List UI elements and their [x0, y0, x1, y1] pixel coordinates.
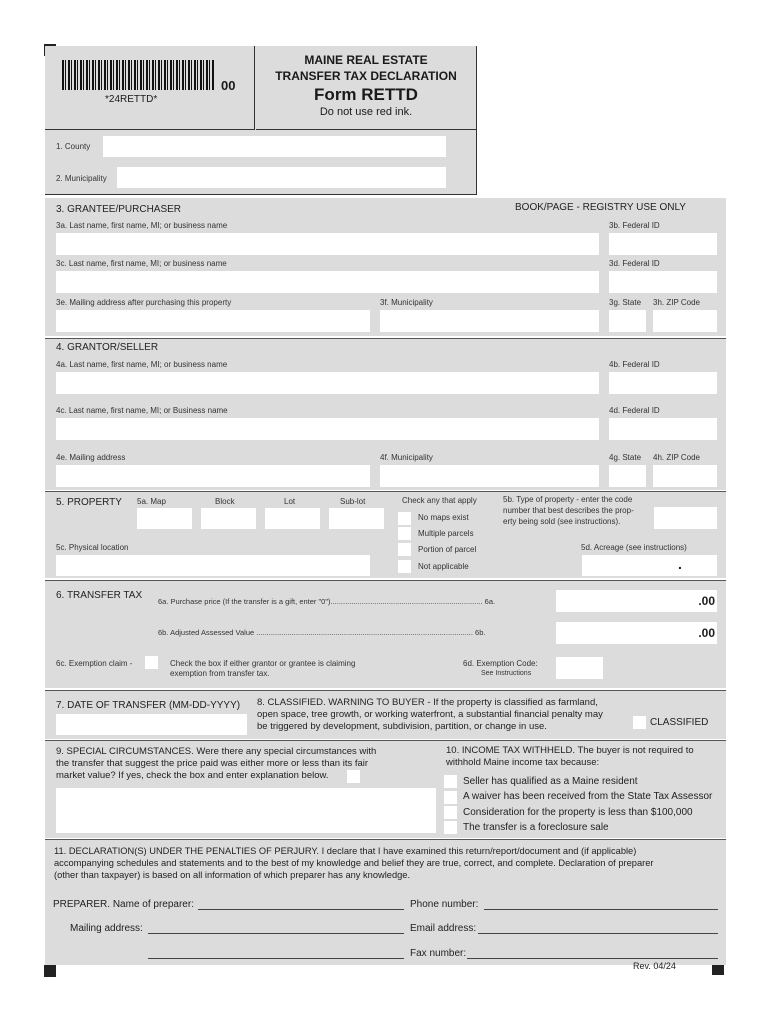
seller-resident-label: Seller has qualified as a Maine resident [463, 776, 638, 787]
grantor-mail-label: 4e. Mailing address [56, 453, 126, 462]
special-line-1: 9. SPECIAL CIRCUMSTANCES. Were there any special circumstances with [56, 746, 377, 757]
fax-input[interactable] [467, 958, 718, 959]
income-line-1: 10. INCOME TAX WITHHELD. The buyer is not required to [446, 745, 694, 756]
barcode-image [62, 60, 214, 90]
portion-parcel-checkbox[interactable] [398, 543, 411, 556]
grantee-muni-label: 3f. Municipality [380, 298, 433, 307]
purchase-price-cents: .00 [698, 594, 715, 608]
multiple-parcels-checkbox[interactable] [398, 527, 411, 540]
grantee-name-a-input[interactable] [56, 233, 599, 255]
grantee-mail-input[interactable] [56, 310, 370, 332]
multiple-parcels-label: Multiple parcels [418, 529, 474, 538]
date-transfer-label: 7. DATE OF TRANSFER (MM-DD-YYYY) [56, 700, 241, 711]
grantor-zip-input[interactable] [653, 465, 717, 487]
form-title-line2: TRANSFER TAX DECLARATION [275, 69, 457, 83]
grantee-fed-d-label: 3d. Federal ID [609, 259, 660, 268]
not-applicable-checkbox[interactable] [398, 560, 411, 573]
grantee-muni-input[interactable] [380, 310, 599, 332]
map-label: 5a. Map [137, 497, 166, 506]
exemption-code-input[interactable] [556, 657, 603, 679]
municipality-input[interactable] [117, 167, 446, 188]
grantee-name-a-label: 3a. Last name, first name, MI; or business name [56, 221, 228, 230]
classified-label: CLASSIFIED [650, 717, 709, 728]
grantor-state-label: 4g. State [609, 453, 642, 462]
not-applicable-label: Not applicable [418, 562, 469, 571]
grantor-state-input[interactable] [609, 465, 646, 487]
type-label-2: number that best describes the prop- [503, 506, 634, 515]
grantor-zip-label: 4h. ZIP Code [653, 453, 700, 462]
classified-line-1: 8. CLASSIFIED. WARNING TO BUYER - If the property is classified as farmland, [257, 697, 598, 708]
form-title-block [256, 46, 476, 130]
special-circumstances-checkbox[interactable] [347, 770, 360, 783]
exemption-claim-checkbox[interactable] [145, 656, 158, 669]
barcode-code: 00 [221, 78, 236, 93]
consideration-checkbox[interactable] [444, 806, 457, 819]
grantee-title: 3. GRANTEE/PURCHASER [56, 204, 182, 215]
block-input[interactable] [201, 508, 256, 529]
check-any-label: Check any that apply [402, 496, 477, 505]
phone-label: Phone number: [410, 899, 479, 910]
grantor-fed-b-label: 4b. Federal ID [609, 360, 660, 369]
classified-line-3: be triggered by development, subdivision, partition, or change in use. [257, 721, 547, 732]
portion-parcel-label: Portion of parcel [418, 545, 477, 554]
county-input[interactable] [103, 136, 446, 157]
email-input[interactable] [478, 933, 718, 934]
classified-checkbox[interactable] [633, 716, 646, 729]
grantee-fed-d-input[interactable] [609, 271, 717, 293]
grantor-muni-input[interactable] [380, 465, 599, 487]
seller-resident-checkbox[interactable] [444, 775, 457, 788]
ink-note: Do not use red ink. [319, 106, 413, 118]
exemption-desc-2: exemption from transfer tax. [170, 669, 270, 678]
fax-label: Fax number: [410, 948, 467, 959]
adjusted-value-label: 6b. Adjusted Assessed Value ........................................................................................................ 6b. [158, 628, 486, 637]
exemption-claim-label: 6c. Exemption claim - [56, 659, 133, 668]
grantor-name-c-label: 4c. Last name, first name, MI; or Business name [56, 406, 228, 415]
registry-label: BOOK/PAGE - REGISTRY USE ONLY [515, 202, 686, 213]
no-maps-label: No maps exist [418, 513, 469, 522]
grantor-fed-b-input[interactable] [609, 372, 717, 394]
divider [45, 194, 476, 195]
grantee-zip-input[interactable] [653, 310, 717, 332]
county-label: 1. County [56, 142, 91, 151]
grantor-fed-d-label: 4d. Federal ID [609, 406, 660, 415]
grantor-name-a-input[interactable] [56, 372, 599, 394]
exemption-code-label: 6d. Exemption Code: [463, 659, 538, 668]
sublot-label: Sub-lot [340, 497, 366, 506]
special-line-2: the transfer that suggest the price paid was either more or less than its fair [56, 758, 369, 769]
grantor-mail-input[interactable] [56, 465, 370, 487]
grantor-muni-label: 4f. Municipality [380, 453, 433, 462]
adjusted-value-cents: .00 [698, 626, 715, 640]
purchase-price-input[interactable] [556, 590, 717, 612]
classified-line-2: open space, tree growth, or working waterfront, a substantial financial penalty may [257, 709, 603, 720]
date-transfer-input[interactable] [56, 714, 247, 735]
lot-label: Lot [284, 497, 296, 506]
property-title: 5. PROPERTY [56, 497, 122, 508]
consideration-label: Consideration for the property is less than $100,000 [463, 807, 693, 818]
foreclosure-label: The transfer is a foreclosure sale [463, 822, 609, 833]
mailing-address-label: Mailing address: [70, 923, 143, 934]
grantor-title: 4. GRANTOR/SELLER [56, 342, 159, 353]
grantor-name-a-label: 4a. Last name, first name, MI; or business name [56, 360, 228, 369]
mailing-address-line-2[interactable] [148, 958, 404, 959]
waiver-label: A waiver has been received from the State Tax Assessor [463, 791, 713, 802]
municipality-label: 2. Municipality [56, 174, 107, 183]
adjusted-value-input[interactable] [556, 622, 717, 644]
no-maps-checkbox[interactable] [398, 512, 411, 525]
purchase-price-label: 6a. Purchase price (If the transfer is a gift, enter "0")......................................................................... 6a. [158, 597, 496, 606]
special-explanation-input[interactable] [56, 788, 436, 833]
mailing-address-input[interactable] [148, 933, 404, 934]
block-label: Block [215, 497, 235, 506]
income-line-2: withhold Maine income tax because: [446, 757, 600, 768]
special-line-3: market value? If yes, check the box and enter explanation below. [56, 770, 329, 781]
type-label-1: 5b. Type of property - enter the code [503, 495, 633, 504]
grantee-fed-b-input[interactable] [609, 233, 717, 255]
grantee-state-label: 3g. State [609, 298, 642, 307]
tax-title: 6. TRANSFER TAX [56, 590, 143, 601]
barcode-text: *24RETTD* [105, 94, 158, 105]
declaration-line-3: (other than taxpayer) is based on all information of which preparer has any knowledge. [54, 870, 411, 880]
revision-label: Rev. 04/24 [633, 961, 676, 971]
acreage-decimal: . [678, 556, 682, 572]
grantee-name-c-input[interactable] [56, 271, 599, 293]
grantee-fed-b-label: 3b. Federal ID [609, 221, 660, 230]
declaration-line-1: 11. DECLARATION(S) UNDER THE PENALTIES OF PERJURY. I declare that I have examined this return/report/document and (if applicable) [54, 846, 637, 856]
grantee-mail-label: 3e. Mailing address after purchasing this property [56, 298, 232, 307]
map-input[interactable] [137, 508, 192, 529]
physical-location-input[interactable] [56, 555, 370, 576]
foreclosure-checkbox[interactable] [444, 821, 457, 834]
grantee-name-c-label: 3c. Last name, first name, MI; or business name [56, 259, 227, 268]
form-title-line1: MAINE REAL ESTATE [304, 53, 428, 67]
property-type-input[interactable] [654, 507, 717, 529]
registration-mark [44, 965, 56, 977]
sublot-input[interactable] [329, 508, 384, 529]
physical-location-label: 5c. Physical location [56, 543, 129, 552]
grantee-zip-label: 3h. ZIP Code [653, 298, 700, 307]
waiver-checkbox[interactable] [444, 791, 457, 804]
divider [476, 46, 477, 195]
grantee-state-input[interactable] [609, 310, 646, 332]
exemption-desc-1: Check the box if either grantor or grantee is claiming [170, 659, 356, 668]
acreage-input[interactable] [582, 555, 717, 576]
exemption-see-instructions: See Instructions [481, 670, 532, 677]
grantor-name-c-input[interactable] [56, 418, 599, 440]
form-name: Form RETTD [314, 85, 418, 104]
email-label: Email address: [410, 923, 477, 934]
declaration-line-2: accompanying schedules and statements and to the best of my knowledge and belief they are true, correct, and complete. Declaration of preparer [54, 858, 654, 868]
grantor-fed-d-input[interactable] [609, 418, 717, 440]
phone-input[interactable] [484, 909, 718, 910]
barcode-box [45, 46, 255, 130]
lot-input[interactable] [265, 508, 320, 529]
type-label-3: erty being sold (see instructions). [503, 517, 621, 526]
preparer-name-input[interactable] [198, 909, 404, 910]
preparer-name-label: PREPARER. Name of preparer: [53, 899, 194, 910]
acreage-label: 5d. Acreage (see instructions) [581, 543, 687, 552]
